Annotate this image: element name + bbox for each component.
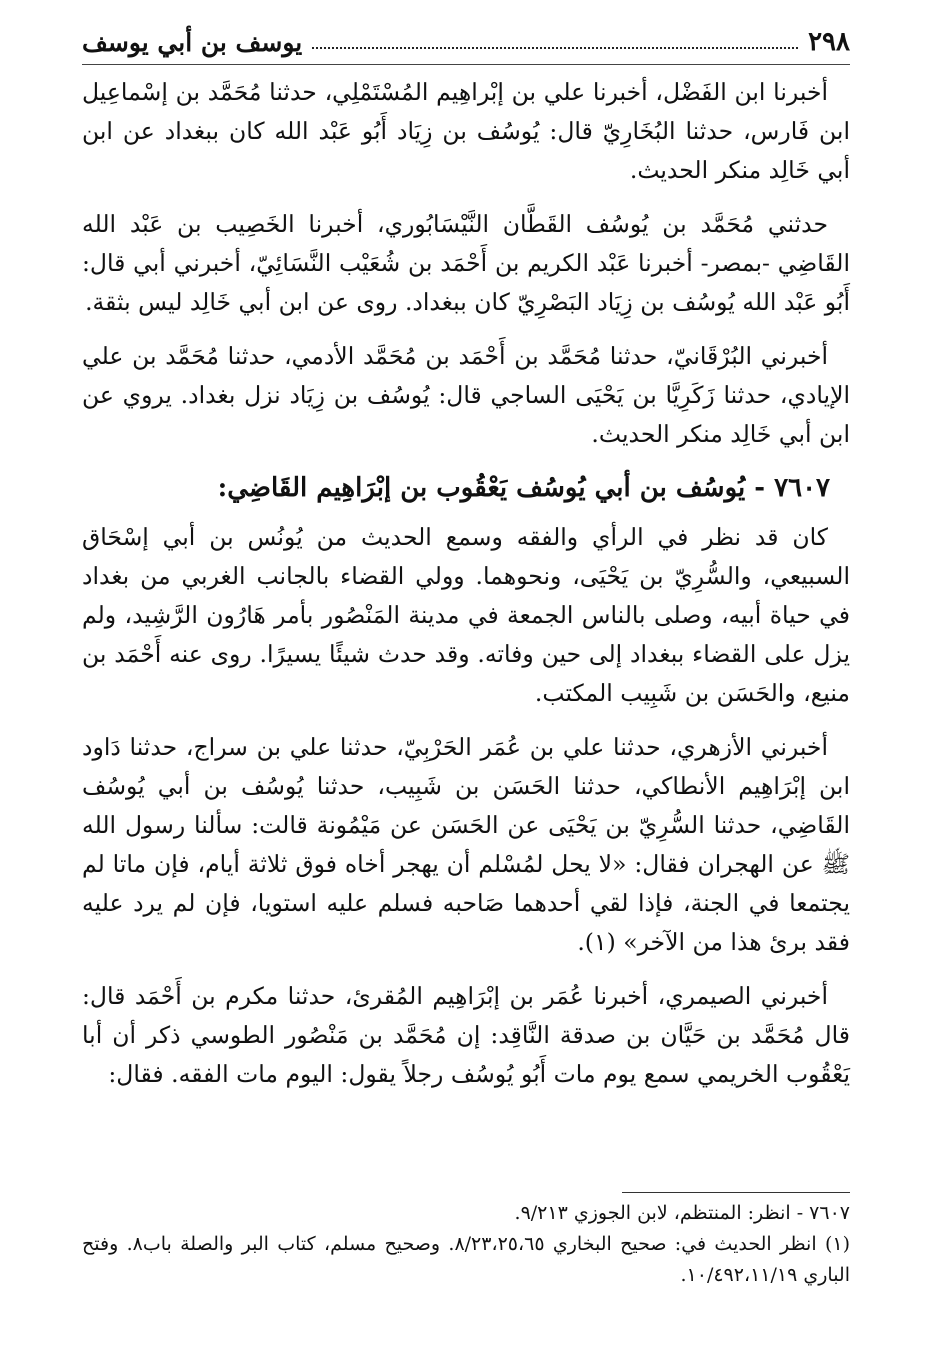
running-title: يوسف بن أبي يوسف [82, 27, 303, 57]
footnote-1: (١) انظر الحديث في: صحيح البخاري ٨/٢٣،٢٥،٦٥. وصحيح مسلم، كتاب البر والصلة باب٨. وفتح الباري ١٠/٤٩٢،١١/١٩. [82, 1233, 850, 1286]
paragraph-6: أخبرني الصيمري، أخبرنا عُمَر بن إبْرَاهِيم المُقرئ، حدثنا مكرم بن أَحْمَد قال: قال مُحَمَّد بن حَيَّان بن صدقة النَّاقِد: إن مُحَمَّد بن مَنْصُور الطوسي ذكر أن أبا يَعْقُوب الخريمي سمع يوم مات أَبُو يُوسُف رجلاً يقول: اليوم مات الفقه. فقال: [82, 982, 850, 1088]
footnote-entry: ٧٦٠٧ - انظر: المنتظم، لابن الجوزي ٩/٢١٣. [514, 1202, 850, 1224]
page-number: ٢٩٨ [808, 27, 850, 57]
running-header [82, 22, 850, 65]
paragraph-2: حدثني مُحَمَّد بن يُوسُف القَطَّان النَّيْسَابُوري، أخبرنا الخَصِيب بن عَبْد الله القَاضِي -بمصر- أخبرنا عَبْد الكريم بن أَحْمَد بن شُعَيْب النَّسَائِيّ، أخبرني أبي قال: أَبُو عَبْد الله يُوسُف بن زِيَاد البَصْرِيّ كان ببغداد. روى عن ابن أبي خَالِد ليس بثقة. [82, 210, 850, 316]
header-dot-leader [312, 47, 798, 49]
paragraph-5: أخبرني الأزهري، حدثنا علي بن عُمَر الحَرْبِيّ، حدثنا علي بن سراج، حدثنا دَاود ابن إبْرَاهِيم الأنطاكي، حدثنا الحَسَن بن شَبِيب، حدثنا يُوسُف بن أبي يُوسُف القَاضِي، حدثنا السُّرِيّ بن يَحْيَى عن الحَسَن عن مَيْمُونة قالت: سألنا رسول الله ﷺ عن الهجران فقال: «لا يحل لمُسْلم أن يهجر أخاه فوق ثلاثة أيام، فإن ماتا لم يجتمعا في الجنة، فإذا لقي أحدهما صَاحبه فسلم عليه استويا، فإن لم يرد عليه فقد برئ هذا من الآخر» (١). [82, 733, 850, 956]
entry-heading: ٧٦٠٧ - يُوسُف بن أبي يُوسُف يَعْقُوب بن إبْرَاهِيم القَاضِي: [217, 473, 830, 503]
paragraph-1: أخبرنا ابن الفَضْل، أخبرنا علي بن إبْراهِيم المُسْتَمْلِي، حدثنا مُحَمَّد بن إسْماعِيل ابن فَارس، حدثنا البُخَارِيّ قال: يُوسُف بن زِيَاد أَبُو عَبْد الله كان ببغداد عن ابن أبي خَالِد منكر الحديث. [82, 78, 850, 184]
page-body [82, 22, 850, 1094]
footnote-separator [622, 1192, 850, 1193]
footnotes [82, 1198, 850, 1291]
paragraph-4: كان قد نظر في الرأي والفقه وسمع الحديث من يُونُس بن أبي إسْحَاق السبيعي، والسُّرِيّ بن يَحْيَى، ونحوهما. وولي القضاء بالجانب الغربي من بغداد في حياة أبيه، وصلى بالناس الجمعة في مدينة المَنْصُور بأمر هَارُون الرَّشِيد، ولم يزل على القضاء ببغداد إلى حين وفاته. وقد حدث شيئًا يسيرًا. روى عنه أَحْمَد بن منيع، والحَسَن بن شَبِيب المكتب. [82, 523, 850, 707]
paragraph-3: أخبرني البُرْقَانيّ، حدثنا مُحَمَّد بن أَحْمَد بن مُحَمَّد الأدمي، حدثنا مُحَمَّد بن علي الإيادي، حدثنا زَكَرِيَّا بن يَحْيَى الساجي قال: يُوسُف بن زِيَاد نزل بغداد. يروي عن ابن أبي خَالِد منكر الحديث. [82, 342, 850, 448]
